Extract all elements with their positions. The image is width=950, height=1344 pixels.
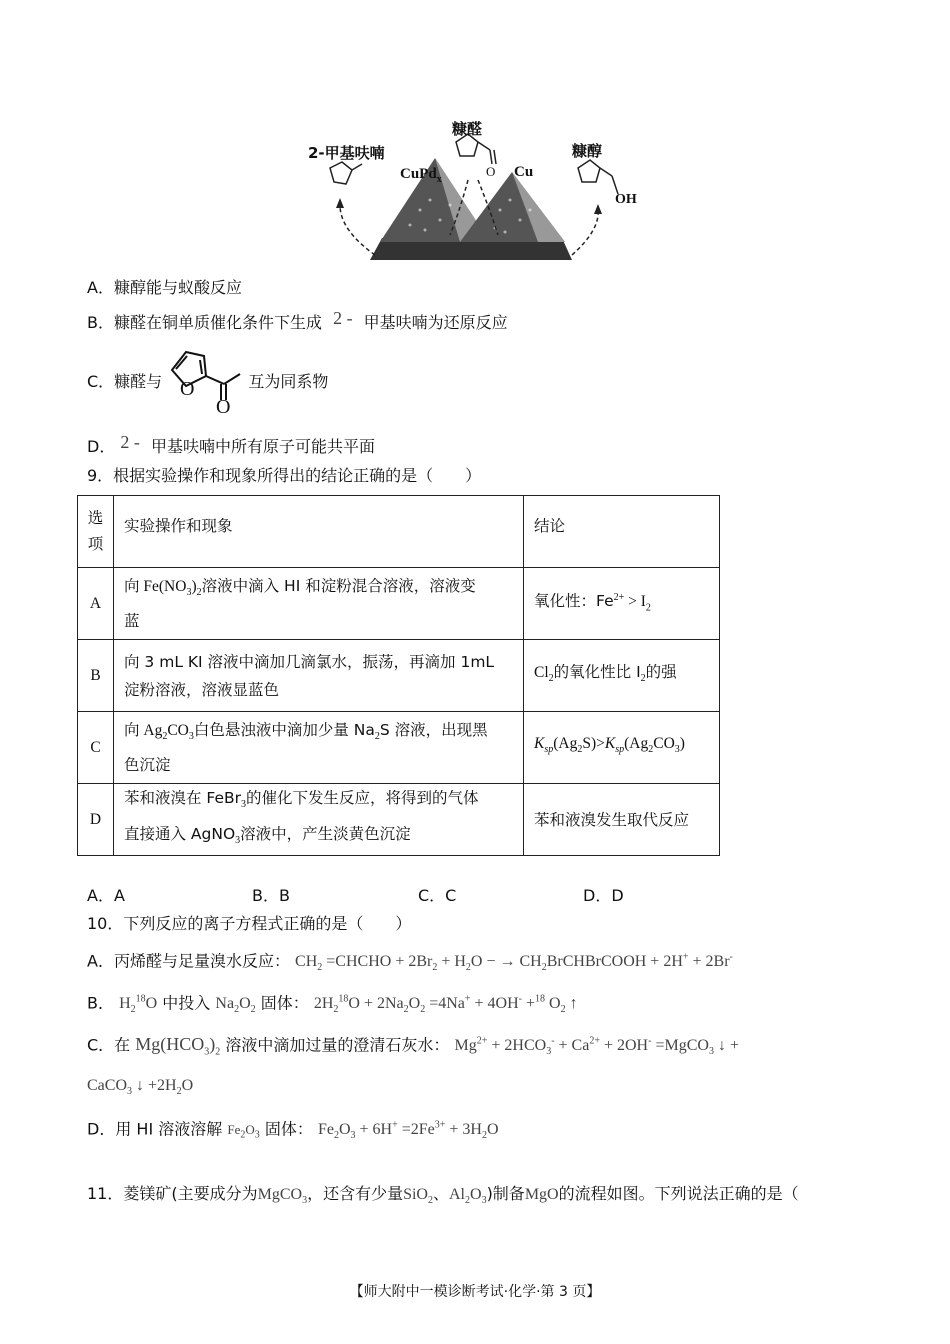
q10-option-a [87,946,733,981]
q8-option-b-num: 2 - [333,308,353,328]
row-c-conclusion: $K_{sp}(Ag_2S)>K_{sp}(Ag_2CO_3)$ [524,712,720,784]
q8-option-c-post: 互为同系物 [248,372,329,391]
label-cupd [400,166,442,185]
row-d-conclusion: 苯和液溴发生取代反应 [524,784,720,856]
table-row [78,784,720,856]
label-furfural: 糠醛 [452,120,483,138]
row-d-option: D [78,784,114,856]
q10-option-b-na2o2: $Na_2O_2$ [215,995,256,1016]
q10-option-c [87,1030,739,1065]
q8-option-d-num: 2 - [120,432,140,452]
label-cu: Cu [514,164,534,180]
page-footer: 【师大附中一模诊断考试·化学·第 3 页】 [349,1284,601,1300]
header-conclusion: 结论 [524,496,720,568]
label-cupd-sub: x [436,174,442,185]
row-a-option: A [78,568,114,640]
row-a-operation: 向 $Fe(NO_3)_2$溶液中滴入 HI 和淀粉混合溶液，溶液变 蓝 [114,568,524,640]
q10-option-c-mid: 溶液中滴加过量的澄清石灰水： [225,1035,450,1055]
label-furfuryl-alcohol: 糠醇 [572,142,603,160]
table-header-row [78,496,720,568]
q10-option-b-mid: 中投入 [162,993,211,1013]
q10-option-c-reagent: $Mg(HCO_3)_2$ [135,1034,221,1058]
q8-option-d-pre: D． [87,437,116,456]
q10-option-d-pre: D．用 HI 溶液溶解 [87,1119,223,1139]
q11-al2o3: $Al_2O_3$ [449,1186,487,1207]
row-c-option: C [78,712,114,784]
q9-choice-c: C．C [418,886,457,905]
catalysis-figure [300,110,650,270]
q9-choice-d: D．D [583,886,624,905]
label-o-furfural: O [486,164,496,179]
header-option-b: 项 [87,535,104,553]
q10-option-c-eq: $Mg^{2+} + 2HCO_3^- + Ca^{2+} + 2OH^-$ =MgCO$_3$ ↓ + [454,1036,739,1058]
q8-option-c-pre: C．糠醛与 [87,372,163,391]
q10-option-a-eq: $CH_2$ =CHCHO + $2Br_2 + H_2O$ − → $CH_2BrCHBrCOOH + 2H^+ + 2Br^-$ [295,952,733,974]
q10-option-d-eq: $Fe_2O_3 + 6H^+ =2Fe^{3+} + 3H_2O$ [317,1120,499,1142]
label-cupd-text: CuPd [400,166,437,182]
q10-option-b-mid2: 固体： [260,993,309,1013]
table-row [78,568,720,640]
q8-option-b-post: 甲基呋喃为还原反应 [363,313,508,332]
ketone-carbonyl-o: O [216,396,231,418]
q8-option-d-post: 甲基呋喃中所有原子可能共平面 [151,437,376,456]
row-d-operation: 苯和液溴在 FeBr$_3$的催化下发生反应，将得到的气体 直接通入 AgNO$_3$溶液中，产生淡黄色沉淀 [114,784,524,856]
q10-option-a-pre: A．丙烯醛与足量溴水反应： [87,951,290,971]
table-row [78,640,720,712]
q8-option-b [87,310,508,335]
q10-option-b-reagent: $H_2^{18}O$ [119,994,158,1016]
label-oh: OH [615,192,637,207]
q10-option-d [87,1114,499,1149]
header-option-a: 选 [87,509,104,527]
q11-mgco3: MgCO$_3$ [257,1186,308,1207]
ketone-ring-o: O [180,378,195,400]
q11-stem: 11．菱镁矿(主要成分为MgCO$_3$，还含有少量SiO$_2$、$Al_2O_3$)制备MgO的流程如图。下列说法正确的是（ [87,1184,799,1207]
q10-option-c-eq-cont: CaCO$_3$ ↓ $+2H_2O$ [87,1077,194,1098]
q10-option-c-pre: C．在 [87,1035,131,1055]
q10-option-b [87,988,578,1023]
q10-option-d-reagent: $Fe_2O_3$ [227,1122,260,1141]
q8-option-a: A．糠醇能与蚁酸反应 [87,278,242,297]
q11-mgo: MgO [524,1186,559,1203]
row-b-operation: 向 3 mL KI 溶液中滴加几滴氯水，振荡，再滴加 1mL 淀粉溶液，溶液显蓝色 [114,640,524,712]
header-operation: 实验操作和现象 [114,496,524,568]
q9-choice-a: A．A [87,886,125,905]
q10-option-d-mid: 固体： [264,1119,313,1139]
q8-option-d [87,434,375,459]
q10-option-b-pre: B． [87,993,114,1013]
ketone-molecule-icon [164,342,244,418]
q11-sio2: SiO$_2$ [403,1186,433,1207]
q10-stem: 10．下列反应的离子方程式正确的是（ ） [87,914,412,933]
experiment-table [77,495,720,856]
q10-option-b-eq: $2H_2^{18}O + 2Na_2O_2 =4Na^+ + 4OH^- +^{18}$ $O_2$ ↑ [313,994,578,1016]
row-b-conclusion: $Cl_2$的氧化性比 $I_2$的强 [524,640,720,712]
q8-option-b-pre: B．糠醛在铜单质催化条件下生成 [87,313,322,332]
header-option [78,496,114,568]
table-row [78,712,720,784]
methyl-furyl-ketone-structure [164,342,244,418]
row-b-option: B [78,640,114,712]
label-2-methylfuran: 2-甲基呋喃 [308,144,385,162]
q9-choice-b: B．B [252,886,290,905]
row-a-conclusion: 氧化性：$Fe^{2+} > I_2$ [524,568,720,640]
row-c-operation: 向 $Ag_2CO_3$白色悬浊液中滴加少量 $Na_2S$ 溶液，出现黑 色沉淀 [114,712,524,784]
q9-stem: 9．根据实验操作和现象所得出的结论正确的是（ ） [87,466,482,485]
